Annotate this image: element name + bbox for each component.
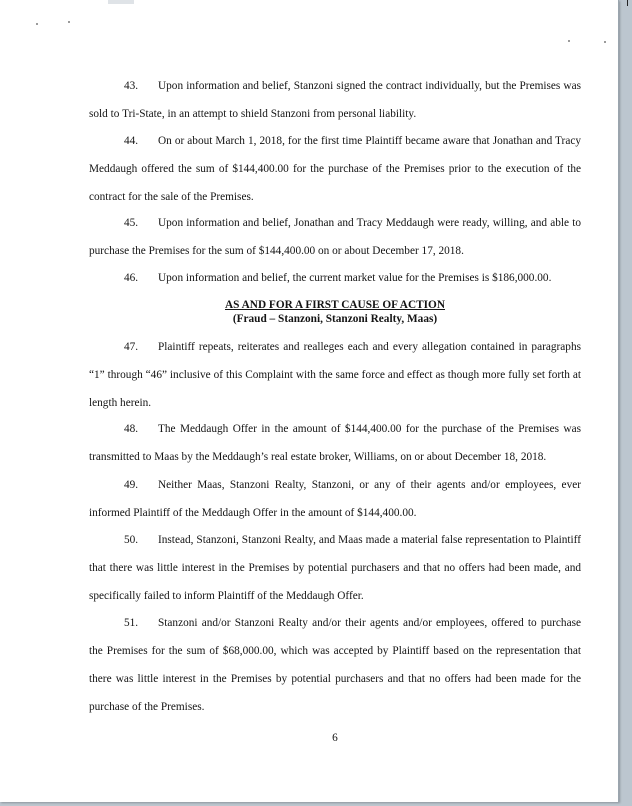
paragraph-number: 51. xyxy=(124,617,139,629)
paragraph-46 xyxy=(89,264,581,292)
paragraph-44 xyxy=(89,127,581,211)
scan-speck xyxy=(68,21,70,23)
paragraph-number: 50. xyxy=(124,534,139,546)
paragraph-number: 44. xyxy=(124,135,139,147)
paragraph-number: 45. xyxy=(124,217,139,229)
paragraph-45 xyxy=(89,209,581,265)
section-heading xyxy=(89,298,581,326)
scan-speck xyxy=(604,41,606,43)
paragraph-text: On or about March 1, 2018, for the first time Plaintiff became aware that Jonathan and Tracy Meddaugh offered the sum of $144,400.00 for the purchase of the Premises prior to the execution of the contract for the sale of the Premises. xyxy=(89,135,581,203)
paragraph-number: 43. xyxy=(124,80,139,92)
paragraph-text: Plaintiff repeats, reiterates and realleges each and every allegation contained in paragraphs “1” through “46” inclusive of this Complaint with the same force and effect as though more fully set forth at length herein. xyxy=(89,341,581,409)
viewer-tab-edge xyxy=(108,0,134,4)
paragraph-50 xyxy=(89,526,581,610)
paragraph-number: 49. xyxy=(124,479,139,491)
paragraph-43 xyxy=(89,72,581,128)
paragraph-text: Instead, Stanzoni, Stanzoni Realty, and Maas made a material false representation to Plaintiff that there was little interest in the Premises by potential purchasers and that no offers had been made, and specifically failed to inform Plaintiff of the Meddaugh Offer. xyxy=(89,534,581,602)
scan-speck xyxy=(36,23,38,25)
paragraph-text: Stanzoni and/or Stanzoni Realty and/or their agents and/or employees, offered to purchase the Premises for the sum of $68,000.00, which was accepted by Plaintiff based on the representation that there was little interest in the Premises by potential purchasers and that no offers had been made for the purchase of the Premises. xyxy=(89,617,581,713)
section-heading-subtitle: (Fraud – Stanzoni, Stanzoni Realty, Maas) xyxy=(232,313,438,325)
paragraph-number: 46. xyxy=(124,272,139,284)
paragraph-number: 47. xyxy=(124,341,139,353)
page-number: 6 xyxy=(332,732,338,744)
section-heading-title: AS AND FOR A FIRST CAUSE OF ACTION xyxy=(224,299,446,311)
paragraph-49 xyxy=(89,471,581,527)
paragraph-number: 48. xyxy=(124,423,139,435)
scrollbar-marker xyxy=(627,0,628,6)
paragraph-text: Upon information and belief, Jonathan and Tracy Meddaugh were ready, willing, and able to purchase the Premises for the sum of $144,400.00 on or about December 17, 2018. xyxy=(89,217,581,257)
paragraph-text: The Meddaugh Offer in the amount of $144,400.00 for the purchase of the Premises was transmitted to Maas by the Meddaugh’s real estate broker, Williams, on or about December 18, 2018. xyxy=(89,423,581,463)
paragraph-text: Upon information and belief, Stanzoni signed the contract individually, but the Premises was sold to Tri-State, in an attempt to shield Stanzoni from personal liability. xyxy=(89,80,581,120)
paragraph-51 xyxy=(89,609,581,721)
paragraph-47 xyxy=(89,333,581,417)
paragraph-48 xyxy=(89,415,581,471)
paragraph-text: Upon information and belief, the current market value for the Premises is $186,000.00. xyxy=(158,272,552,284)
paragraph-text: Neither Maas, Stanzoni Realty, Stanzoni, or any of their agents and/or employees, ever informed Plaintiff of the Meddaugh Offer in the amount of $144,400.00. xyxy=(89,479,581,519)
scan-speck xyxy=(568,40,570,42)
